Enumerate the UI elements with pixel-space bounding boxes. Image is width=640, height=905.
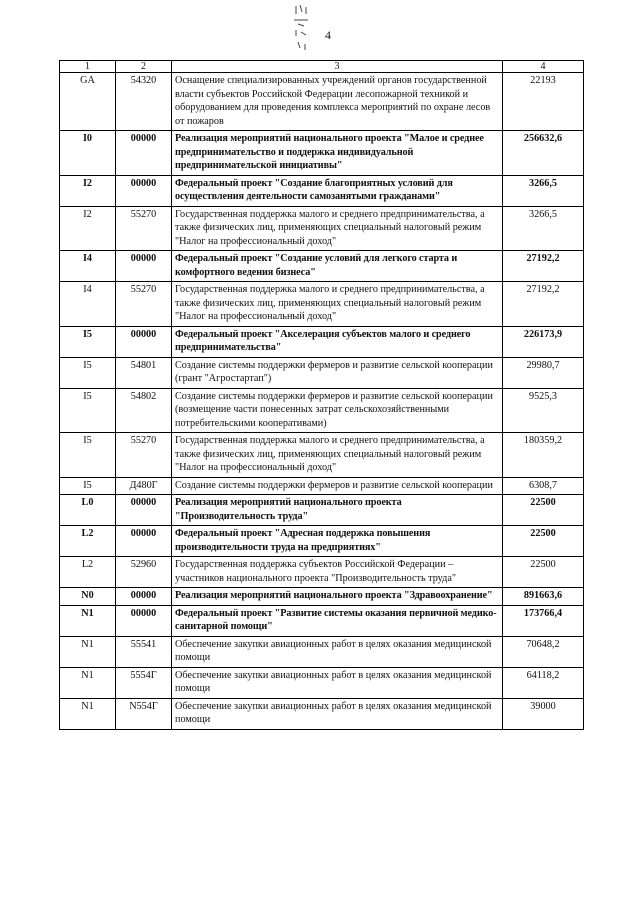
table-row (60, 326, 584, 357)
amount-cell: 22193 (503, 73, 584, 131)
code-cell: I0 (60, 131, 116, 176)
amount-cell: 22500 (503, 495, 584, 526)
table-row (60, 557, 584, 588)
code-cell: GA (60, 73, 116, 131)
description-cell: Федеральный проект "Развитие системы оказания первичной медико-санитарной помощи" (172, 605, 503, 636)
subcode-cell: 52960 (116, 557, 172, 588)
description-cell: Государственная поддержка малого и среднего предпринимательства, а также физических лиц, применяющих специальный налоговый режим "Налог на профессиональный доход" (172, 433, 503, 478)
amount-cell: 180359,2 (503, 433, 584, 478)
amount-cell: 256632,6 (503, 131, 584, 176)
table-row (60, 357, 584, 388)
code-cell: I5 (60, 433, 116, 478)
column-header-1: 1 (60, 61, 116, 73)
amount-cell: 27192,2 (503, 282, 584, 327)
table-row (60, 605, 584, 636)
amount-cell: 9525,3 (503, 388, 584, 433)
description-cell: Федеральный проект "Создание условий для легкого старта и комфортного ведения бизнеса" (172, 251, 503, 282)
table-row (60, 698, 584, 729)
amount-cell: 891663,6 (503, 588, 584, 606)
code-cell: I2 (60, 206, 116, 251)
subcode-cell: 00000 (116, 326, 172, 357)
code-cell: I2 (60, 175, 116, 206)
subcode-cell: 00000 (116, 131, 172, 176)
amount-cell: 64118,2 (503, 667, 584, 698)
description-cell: Федеральный проект "Создание благоприятных условий для осуществления деятельности самозанятыми гражданами" (172, 175, 503, 206)
subcode-cell: Д480Г (116, 477, 172, 495)
table-body (60, 73, 584, 730)
description-cell: Обеспечение закупки авиационных работ в целях оказания медицинской помощи (172, 636, 503, 667)
subcode-cell: 55270 (116, 282, 172, 327)
description-cell: Обеспечение закупки авиационных работ в целях оказания медицинской помощи (172, 698, 503, 729)
subcode-cell: 55270 (116, 206, 172, 251)
amount-cell: 22500 (503, 557, 584, 588)
subcode-cell: N554Г (116, 698, 172, 729)
table-row (60, 251, 584, 282)
description-cell: Создание системы поддержки фермеров и развитие сельской кооперации (возмещение части понесенных затрат сельскохозяйственными потребительскими кооперативами) (172, 388, 503, 433)
subcode-cell: 00000 (116, 588, 172, 606)
amount-cell: 70648,2 (503, 636, 584, 667)
table-row (60, 206, 584, 251)
table-row (60, 588, 584, 606)
column-header-3: 3 (172, 61, 503, 73)
amount-cell: 3266,5 (503, 175, 584, 206)
description-cell: Реализация мероприятий национального проекта "Здравоохранение" (172, 588, 503, 606)
subcode-cell: 00000 (116, 495, 172, 526)
description-cell: Создание системы поддержки фермеров и развитие сельской кооперации (172, 477, 503, 495)
amount-cell: 29980,7 (503, 357, 584, 388)
table-header-row (60, 61, 584, 73)
table-row (60, 433, 584, 478)
table-row (60, 636, 584, 667)
code-cell: L2 (60, 526, 116, 557)
amount-cell: 27192,2 (503, 251, 584, 282)
code-cell: N1 (60, 667, 116, 698)
budget-table (59, 60, 584, 730)
code-cell: L2 (60, 557, 116, 588)
description-cell: Реализация мероприятий национального проекта "Малое и среднее предпринимательство и поддержка индивидуальной предпринимательской инициативы" (172, 131, 503, 176)
code-cell: I5 (60, 357, 116, 388)
subcode-cell: 55541 (116, 636, 172, 667)
code-cell: N1 (60, 636, 116, 667)
column-header-2: 2 (116, 61, 172, 73)
description-cell: Оснащение специализированных учреждений органов государственной власти субъектов Российской Федерации лесопожарной техникой и оборудованием для проведения комплекса мероприятий по охране лесов от пожаров (172, 73, 503, 131)
amount-cell: 22500 (503, 526, 584, 557)
table-row (60, 175, 584, 206)
description-cell: Федеральный проект "Адресная поддержка повышения производительности труда на предприятиях" (172, 526, 503, 557)
description-cell: Государственная поддержка малого и среднего предпринимательства, а также физических лиц, применяющих специальный налоговый режим "Налог на профессиональный доход" (172, 206, 503, 251)
code-cell: I4 (60, 251, 116, 282)
table-row (60, 388, 584, 433)
subcode-cell: 54801 (116, 357, 172, 388)
subcode-cell: 00000 (116, 526, 172, 557)
subcode-cell: 00000 (116, 251, 172, 282)
subcode-cell: 00000 (116, 605, 172, 636)
page-number: 4 (325, 28, 331, 42)
code-cell: N1 (60, 605, 116, 636)
subcode-cell: 54320 (116, 73, 172, 131)
stamp-marks (288, 2, 318, 54)
table-row (60, 495, 584, 526)
subcode-cell: 55270 (116, 433, 172, 478)
table-row (60, 667, 584, 698)
description-cell: Федеральный проект "Акселерация субъектов малого и среднего предпринимательства" (172, 326, 503, 357)
table-row (60, 73, 584, 131)
subcode-cell: 00000 (116, 175, 172, 206)
description-cell: Государственная поддержка малого и среднего предпринимательства, а также физических лиц, применяющих специальный налоговый режим "Налог на профессиональный доход" (172, 282, 503, 327)
code-cell: I4 (60, 282, 116, 327)
code-cell: I5 (60, 326, 116, 357)
amount-cell: 226173,9 (503, 326, 584, 357)
description-cell: Реализация мероприятий национального проекта "Производительность труда" (172, 495, 503, 526)
amount-cell: 173766,4 (503, 605, 584, 636)
table-row (60, 282, 584, 327)
description-cell: Создание системы поддержки фермеров и развитие сельской кооперации (грант "Агростартап") (172, 357, 503, 388)
amount-cell: 39000 (503, 698, 584, 729)
subcode-cell: 54802 (116, 388, 172, 433)
code-cell: I5 (60, 388, 116, 433)
column-header-4: 4 (503, 61, 584, 73)
amount-cell: 3266,5 (503, 206, 584, 251)
code-cell: L0 (60, 495, 116, 526)
subcode-cell: 5554Г (116, 667, 172, 698)
code-cell: N1 (60, 698, 116, 729)
code-cell: I5 (60, 477, 116, 495)
amount-cell: 6308,7 (503, 477, 584, 495)
table-row (60, 131, 584, 176)
description-cell: Обеспечение закупки авиационных работ в целях оказания медицинской помощи (172, 667, 503, 698)
code-cell: N0 (60, 588, 116, 606)
description-cell: Государственная поддержка субъектов Российской Федерации – участников национального проекта "Производительность труда" (172, 557, 503, 588)
table-row (60, 526, 584, 557)
table-row (60, 477, 584, 495)
